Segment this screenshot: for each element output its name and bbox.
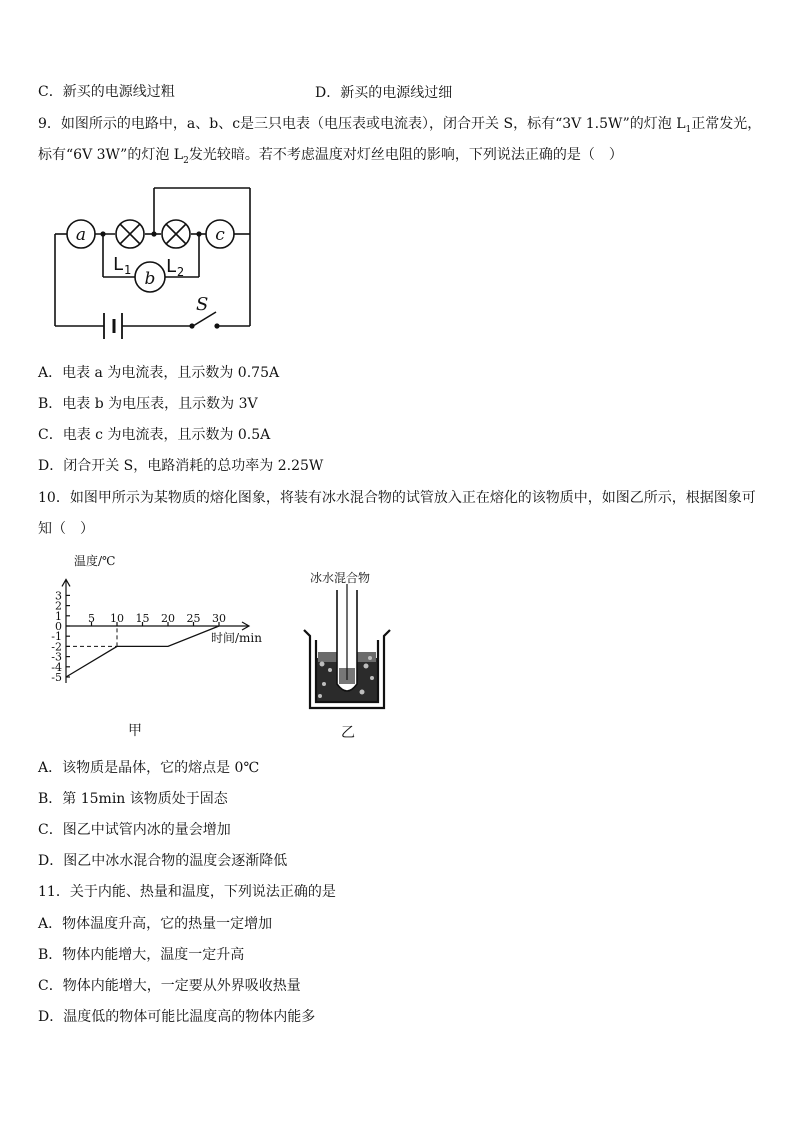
beaker-figure: [296, 568, 406, 728]
graph-xlabel: 时间/min: [211, 631, 262, 645]
q10-option-b: B．第 15min 该物质处于固态: [38, 791, 228, 807]
q11-stem: 11．关于内能、热量和温度，下列说法正确的是: [38, 884, 336, 900]
lamp-l2-label: $L_2$: [166, 256, 185, 279]
q9-option-a: A．电表 a 为电流表，且示数为 0.75A: [38, 365, 280, 381]
lamp-l1-label: $L_1$: [113, 254, 132, 277]
x-tick-label: 10: [110, 612, 124, 625]
test-tube: [337, 584, 357, 691]
melting-graph: [30, 548, 270, 748]
y-tick-label: -3: [51, 650, 62, 664]
option-d-prev: D．新买的电源线过细: [315, 85, 453, 101]
x-tick-label: 20: [161, 612, 175, 625]
q9-option-b: B．电表 b 为电压表，且示数为 3V: [38, 396, 258, 412]
x-tick-label: 25: [186, 612, 201, 625]
y-tick-label: -5: [51, 671, 62, 684]
q9-stem-line1: 9．如图所示的电路中，a、b、c是三只电表（电压表或电流表），闭合开关 S，标有“3V 1.5W”的灯泡 $L_1$正常发光，: [38, 116, 762, 135]
x-tick-label: 15: [135, 612, 150, 625]
circuit-diagram: [40, 180, 280, 350]
battery-symbol: [104, 313, 122, 339]
q9-stem-line2: 标有“6V 3W”的灯泡 $L_2$发光较暗。若不考虑温度对灯丝电阻的影响，下列说法正确的是（ ）: [38, 147, 623, 166]
q10-option-d: D．图乙中冰水混合物的温度会逐渐降低: [38, 853, 288, 869]
switch-label: S: [196, 294, 209, 315]
q9-option-d: D．闭合开关 S，电路消耗的总功率为 2.25W: [38, 458, 324, 474]
lamp-l2: [162, 220, 190, 248]
y-tick-label: -4: [51, 660, 62, 674]
y-tick-label: -1: [51, 630, 62, 644]
melting-curve: [66, 626, 219, 677]
q11-option-b: B．物体内能增大，温度一定升高: [38, 947, 245, 963]
q11-option-c: C．物体内能增大，一定要从外界吸收热量: [38, 978, 301, 994]
q10-stem-line2: 知（ ）: [38, 521, 94, 537]
lamp-l1: [116, 220, 144, 248]
option-c-prev: C．新买的电源线过粗: [38, 84, 175, 100]
meter-a-label: a: [75, 225, 87, 245]
q10-stem-line1: 10．如图甲所示为某物质的熔化图象，将装有冰水混合物的试管放入正在熔化的该物质中，如图乙所示，根据图象可: [38, 490, 756, 506]
q11-option-a: A．物体温度升高，它的热量一定增加: [38, 916, 273, 932]
q10-option-c: C．图乙中试管内冰的量会增加: [38, 822, 231, 838]
graph-ylabel: 温度/℃: [74, 554, 116, 568]
graph-caption-jia: 甲: [128, 723, 142, 739]
y-tick-label: 0: [55, 620, 62, 633]
x-tick-label: 30: [212, 612, 226, 625]
q9-option-c: C．电表 c 为电流表，且示数为 0.5A: [38, 427, 271, 443]
q11-option-d: D．温度低的物体可能比温度高的物体内能多: [38, 1009, 316, 1025]
y-tick-label: -2: [51, 640, 62, 654]
y-tick-label: 1: [55, 609, 62, 623]
y-tick-label: 3: [55, 589, 62, 603]
q10-option-a: A．该物质是晶体，它的熔点是 0℃: [38, 760, 260, 776]
y-tick-label: 2: [55, 599, 62, 613]
meter-c-label: c: [215, 225, 225, 245]
beaker-caption-yi: 乙: [341, 725, 355, 741]
x-tick-label: 5: [88, 612, 95, 625]
meter-b-label: b: [144, 269, 156, 289]
beaker-label: 冰水混合物: [310, 571, 371, 585]
